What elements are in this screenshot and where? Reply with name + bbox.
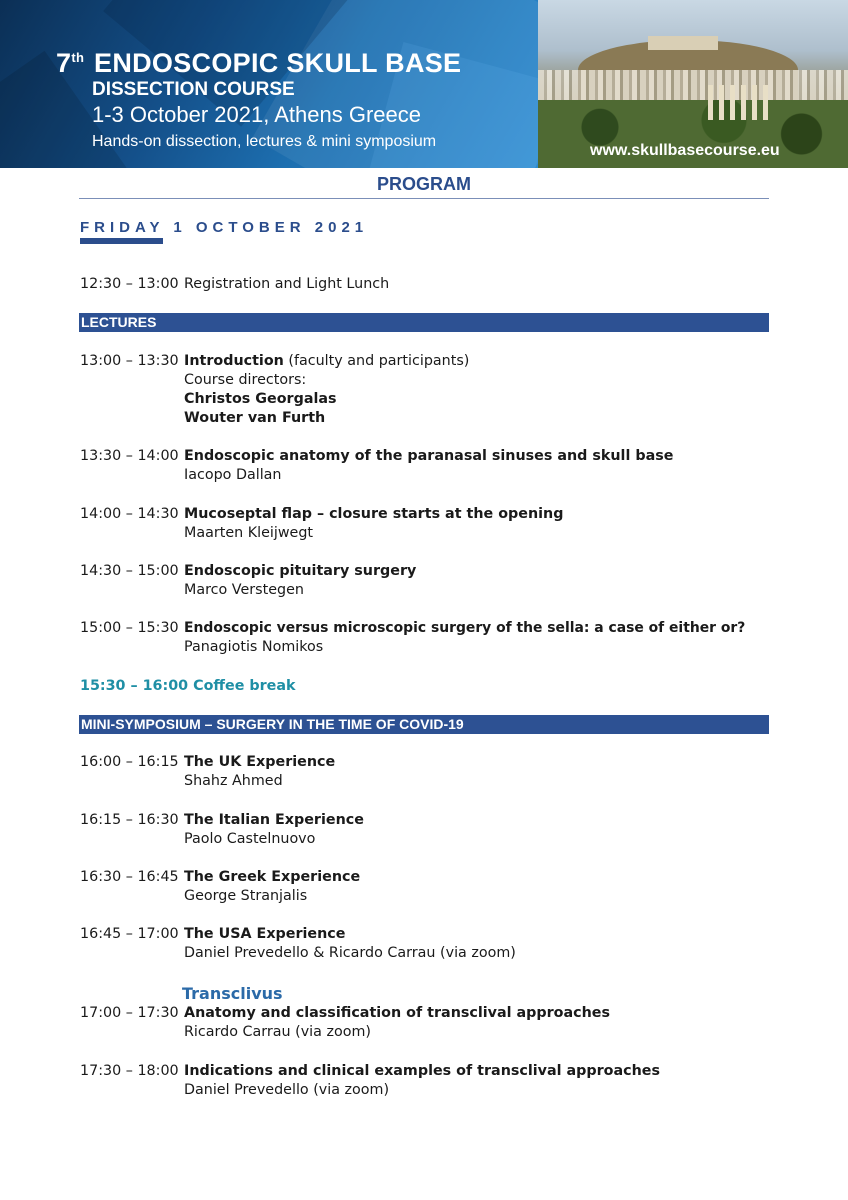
time-slot: 16:15 – 16:30 [80,812,179,828]
time-slot: 13:30 – 14:00 [80,448,179,464]
session-title: Endoscopic anatomy of the paranasal sinuses and skull base [184,448,674,464]
time-slot: 16:45 – 17:00 [80,926,179,942]
directors-label: Course directors: [184,372,307,388]
speaker-name: Ricardo Carrau (via zoom) [184,1024,371,1040]
time-slot: 13:00 – 13:30 [80,353,179,369]
speaker-name: Shahz Ahmed [184,773,283,789]
day-underline [80,238,163,244]
director-name: Wouter van Furth [184,410,326,426]
session-title: The USA Experience [184,926,346,942]
course-dates: 1-3 October 2021, Athens Greece [92,102,421,127]
program-title: PROGRAM [377,174,471,194]
time-slot: 16:30 – 16:45 [80,869,179,885]
section-bar-symposium: MINI-SYMPOSIUM – SURGERY IN THE TIME OF COVID-19 [79,715,769,734]
time-slot: 14:30 – 15:00 [80,563,179,579]
edition-number: 7 [56,48,72,78]
session-title: Endoscopic pituitary surgery [184,563,417,579]
time-slot: 14:00 – 14:30 [80,506,179,522]
session-title: Registration and Light Lunch [184,276,390,292]
session-title: Mucoseptal flap – closure starts at the opening [184,506,564,522]
speaker-name: Daniel Prevedello & Ricardo Carrau (via zoom) [184,945,516,961]
session-title: The Italian Experience [184,812,364,828]
website-link[interactable]: www.skullbasecourse.eu [590,142,780,159]
session-title: The Greek Experience [184,869,361,885]
speaker-name: Daniel Prevedello (via zoom) [184,1082,390,1098]
speaker-name: Marco Verstegen [184,582,304,598]
time-slot: 16:00 – 16:15 [80,754,179,770]
section-bar-lectures: LECTURES [79,313,769,332]
time-slot: 17:30 – 18:00 [80,1063,179,1079]
title-main: ENDOSCOPIC SKULL BASE [94,48,462,78]
divider [79,198,769,199]
session-note: (faculty and participants) [283,353,470,369]
session-title: Introduction [184,353,284,369]
day-heading: FRIDAY 1 OCTOBER 2021 [80,219,369,236]
session-title: Endoscopic versus microscopic surgery of the sella: a case of either or? [184,620,746,636]
course-title [56,48,461,79]
speaker-name: Maarten Kleijwegt [184,525,314,541]
speaker-name: George Stranjalis [184,888,308,904]
header-banner [0,0,848,168]
speaker-name: Panagiotis Nomikos [184,639,324,655]
time-slot: 12:30 – 13:00 [80,276,179,292]
session-title: Indications and clinical examples of transclival approaches [184,1063,661,1079]
session-title: Anatomy and classification of transclival approaches [184,1005,611,1021]
course-subtitle: DISSECTION COURSE [92,79,295,100]
edition-suffix: th [71,50,85,65]
time-slot: 17:00 – 17:30 [80,1005,179,1021]
session-title: The UK Experience [184,754,336,770]
coffee-break: 15:30 – 16:00 Coffee break [80,678,296,694]
speaker-name: Paolo Castelnuovo [184,831,316,847]
course-tagline: Hands-on dissection, lectures & mini symposium [92,133,437,150]
transclivus-heading: Transclivus [182,984,283,1003]
speaker-name: Iacopo Dallan [184,467,282,483]
director-name: Christos Georgalas [184,391,337,407]
time-slot: 15:00 – 15:30 [80,620,179,636]
